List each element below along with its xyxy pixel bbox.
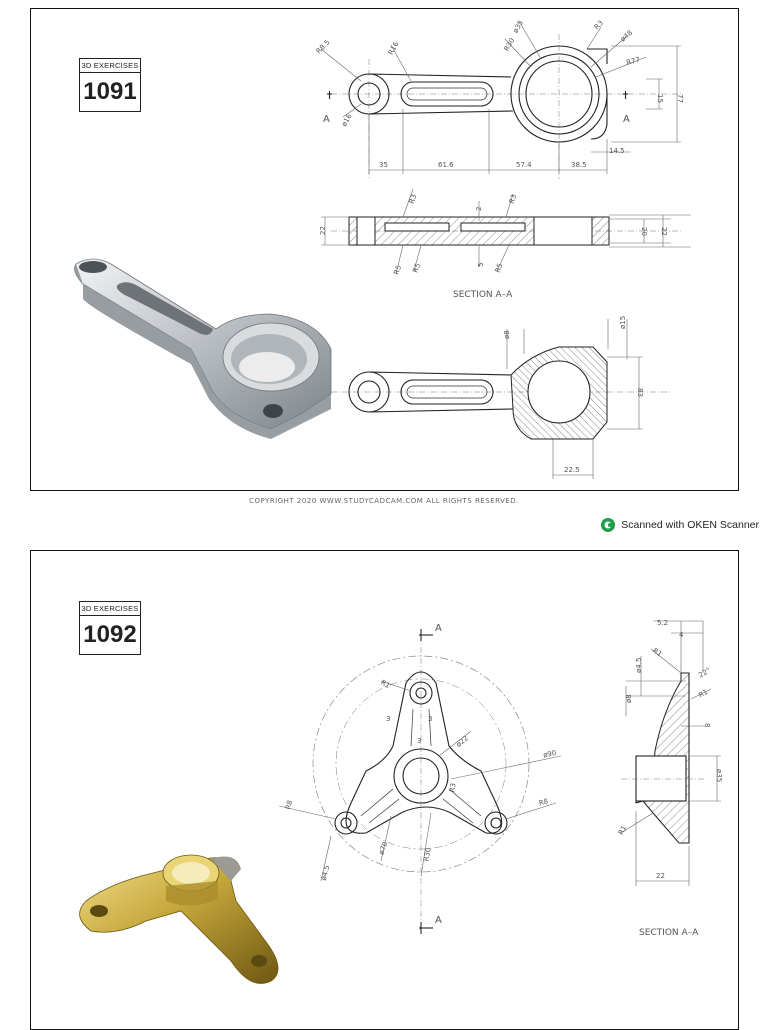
dim-d22: ø22 [454, 734, 471, 749]
dim-r77: R77 [625, 55, 641, 67]
dim-r1-top: R1 [651, 646, 664, 659]
tripod-bracket-render [80, 855, 278, 984]
dim-d8: ø8 [503, 330, 511, 339]
section-letter-bottom: A [435, 915, 442, 926]
dim-r8-left: R8 [284, 799, 295, 811]
dim-d15: ø15 [619, 315, 627, 329]
scanner-watermark [600, 517, 759, 533]
dim-d16: ø16 [340, 112, 354, 128]
dim-r5-c: R5 [493, 262, 505, 274]
dim-d90: ø90 [542, 748, 558, 760]
dim-r1-bottom: R1 [616, 824, 629, 837]
tripod-bracket-drawing [31, 551, 739, 1030]
dim-r1: R1 [379, 678, 392, 691]
top-view [315, 19, 684, 179]
dim-r3-a: R3 [407, 193, 419, 205]
section-title-2: SECTION A–A [639, 928, 699, 938]
dim-22-right: 22 [660, 227, 668, 236]
dim-r8-5: R8.5 [314, 38, 332, 56]
dim-r8-right: R8 [538, 797, 550, 808]
dim-d70: ø70 [377, 840, 390, 856]
dim-d35: ø35 [511, 19, 526, 35]
dim-5-2: 5.2 [657, 619, 669, 627]
dim-3-b: 3 [417, 737, 422, 745]
dim-14-5: 14.5 [609, 147, 625, 155]
side-section-view [617, 619, 723, 938]
partial-section-view [331, 316, 671, 479]
dim-r3-b: R3 [507, 193, 519, 205]
dim-38-5: 38.5 [571, 161, 587, 169]
dim-2: 2 [475, 206, 483, 211]
dim-22-left: 22 [319, 226, 327, 235]
connecting-rod-drawing [31, 9, 739, 491]
dim-d35: ø35 [715, 769, 723, 783]
dim-15: 15 [656, 94, 664, 103]
dim-57-4: 57.4 [516, 161, 532, 169]
dim-d4-5: ø4.5 [319, 864, 332, 882]
dim-61-6: 61.6 [438, 161, 454, 169]
dim-4: 4 [679, 631, 684, 639]
copyright-notice: COPYRIGHT 2020 WWW.STUDYCADCAM.COM ALL RIGHTS RESERVED. [249, 497, 519, 505]
badge-label: 3D EXERCISES [80, 602, 140, 616]
connecting-rod-render [75, 259, 331, 439]
dim-22-width: 22 [656, 872, 665, 880]
dim-20: 20 [640, 227, 648, 236]
dim-3-a: 3 [386, 715, 391, 723]
dim-83: 83 [636, 388, 644, 397]
dim-5: 5 [477, 262, 485, 267]
badge-label: 3D EXERCISES [80, 59, 140, 73]
dim-22-5: 22.5 [564, 466, 580, 474]
front-view [279, 623, 561, 934]
dim-r5-a: R5 [392, 264, 404, 276]
dim-r16: R16 [386, 40, 401, 57]
dim-8: 8 [703, 723, 711, 728]
dim-d48: ø48 [618, 28, 635, 44]
dim-d8-side: ø8 [625, 694, 633, 703]
dim-r30: R30 [502, 36, 517, 53]
section-letter-left: A [323, 114, 330, 125]
dim-3-c: 3 [428, 715, 433, 723]
scanner-logo-icon [600, 517, 616, 533]
drawing-sheet-1091 [30, 8, 739, 491]
section-title-1: SECTION A–A [453, 290, 513, 300]
section-letter-right: A [623, 114, 630, 125]
drawing-sheet-1092 [30, 550, 739, 1030]
exercise-number: 1091 [83, 78, 137, 105]
dim-r1-mid: R1 [697, 687, 710, 700]
dim-r3: R3 [592, 18, 606, 32]
dim-r3: R3 [448, 782, 458, 793]
dim-35: 35 [379, 161, 388, 169]
exercise-number: 1092 [83, 621, 137, 648]
section-letter-top: A [435, 623, 442, 634]
dim-77: 77 [676, 94, 684, 103]
dim-22-deg: 22° [697, 666, 713, 680]
dim-r5-b: R5 [411, 262, 423, 274]
section-view [319, 189, 691, 300]
dim-d4-5-side: ø4.5 [635, 657, 643, 673]
dim-r30: R30 [422, 847, 433, 862]
scanner-text: Scanned with OKEN Scanner [621, 519, 759, 531]
